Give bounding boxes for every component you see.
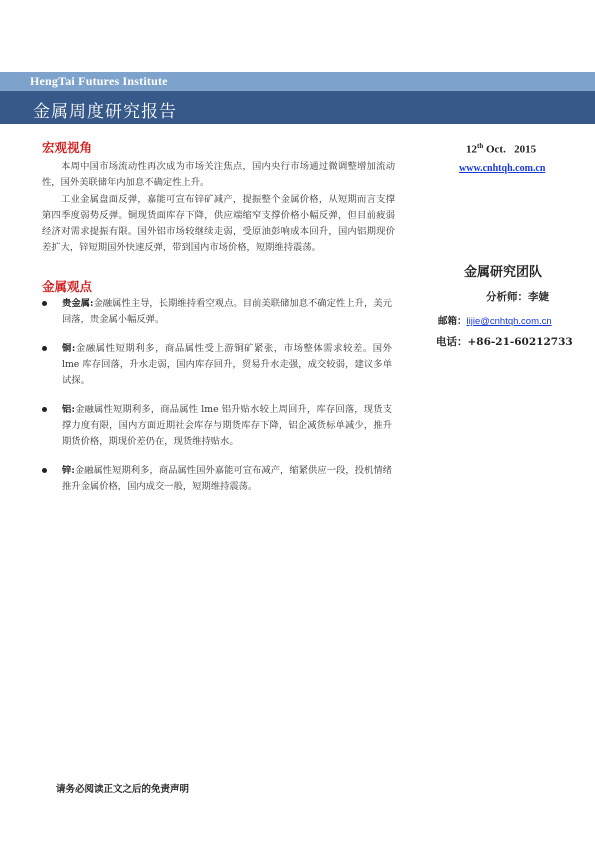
item-key: 锌: bbox=[62, 465, 75, 476]
bullet-dot bbox=[42, 346, 47, 351]
item-text: 金融属性短期利多，商品属性 lme 铝升贴水较上周回升，库存回落，现货支撑力度有限，国内方面近期社会库存与期货库存下降，铝企减货标单减少，推升期货价格，期现价差仍在，现货维持贴水。 bbox=[62, 404, 392, 447]
bullet-dot bbox=[42, 301, 47, 306]
list-item bbox=[42, 296, 392, 328]
report-date bbox=[466, 142, 536, 156]
list-item bbox=[42, 341, 392, 389]
metals-view-list bbox=[42, 296, 392, 508]
date-rest: Oct. 2015 bbox=[483, 143, 537, 156]
bullet-dot bbox=[42, 407, 47, 412]
phone-number: 电话：+86-21-60212733 bbox=[436, 336, 573, 348]
date-day: 12 bbox=[466, 143, 477, 156]
disclaimer-notice: 请务必阅读正文之后的免责声明 bbox=[56, 784, 190, 795]
macro-paragraph-2: 工业金属盘面反弹，嘉能可宣布锌矿减产，提振整个金属价格，从短期而言支撑第四季度弱势反弹。铜现货面库存下降，供应端缩窄支撑价格小幅反弹，但目前疲弱经济对需求提振有限。国外铝市场较继续走弱，受原油彭响成本回升，国内铝期现价差扩大，锌短期国外快速反弹，带到国内市场价格，短期维持震荡。 bbox=[42, 194, 395, 253]
team-name: 金属研究团队 bbox=[464, 265, 543, 280]
metals-section-title: 金属观点 bbox=[42, 279, 93, 294]
report-title: 金属周度研究报告 bbox=[33, 102, 177, 122]
email-row bbox=[438, 313, 552, 327]
header-title-band bbox=[0, 91, 595, 124]
item-key: 铜: bbox=[62, 343, 76, 354]
bullet-dot bbox=[42, 468, 47, 473]
list-item bbox=[42, 402, 392, 450]
item-key: 铝: bbox=[62, 404, 75, 415]
macro-section-title: 宏观视角 bbox=[42, 140, 93, 155]
header-top-band bbox=[0, 72, 595, 91]
date-suffix: th bbox=[477, 142, 484, 150]
email-link[interactable]: lijie@cnhtqh.com.cn bbox=[466, 316, 552, 327]
item-key: 贵金属: bbox=[62, 298, 94, 309]
item-text: 金融属性短期利多，商品属性国外嘉能可宣布减产，缩紧供应一段，投机情绪推升金属价格，国内成交一般，短期维持震荡。 bbox=[62, 465, 392, 492]
item-text: 金融属性短期利多，商品属性受上游铜矿紧张，市场整体需求较差。国外 lme 库存回落，升水走弱，国内库存回升，贸易升水走强，成交较弱，建议多单试探。 bbox=[62, 343, 392, 386]
analyst-name: 分析师：李婕 bbox=[486, 291, 549, 303]
website-link[interactable]: www.cnhtqh.com.cn bbox=[459, 163, 546, 174]
list-item bbox=[42, 463, 392, 495]
institute-name: HengTai Futures Institute bbox=[30, 74, 168, 88]
item-text: 金融属性主导，长期维持看空观点。目前美联储加息不确定性上升，美元回落，贵金属小幅反弹。 bbox=[62, 298, 392, 325]
email-label: 邮箱： bbox=[438, 316, 467, 327]
macro-paragraph-1: 本周中国市场流动性再次成为市场关注焦点，国内央行市场通过微调整增加流动性，国外美联储年内加息不确定性上升。 bbox=[42, 161, 395, 188]
